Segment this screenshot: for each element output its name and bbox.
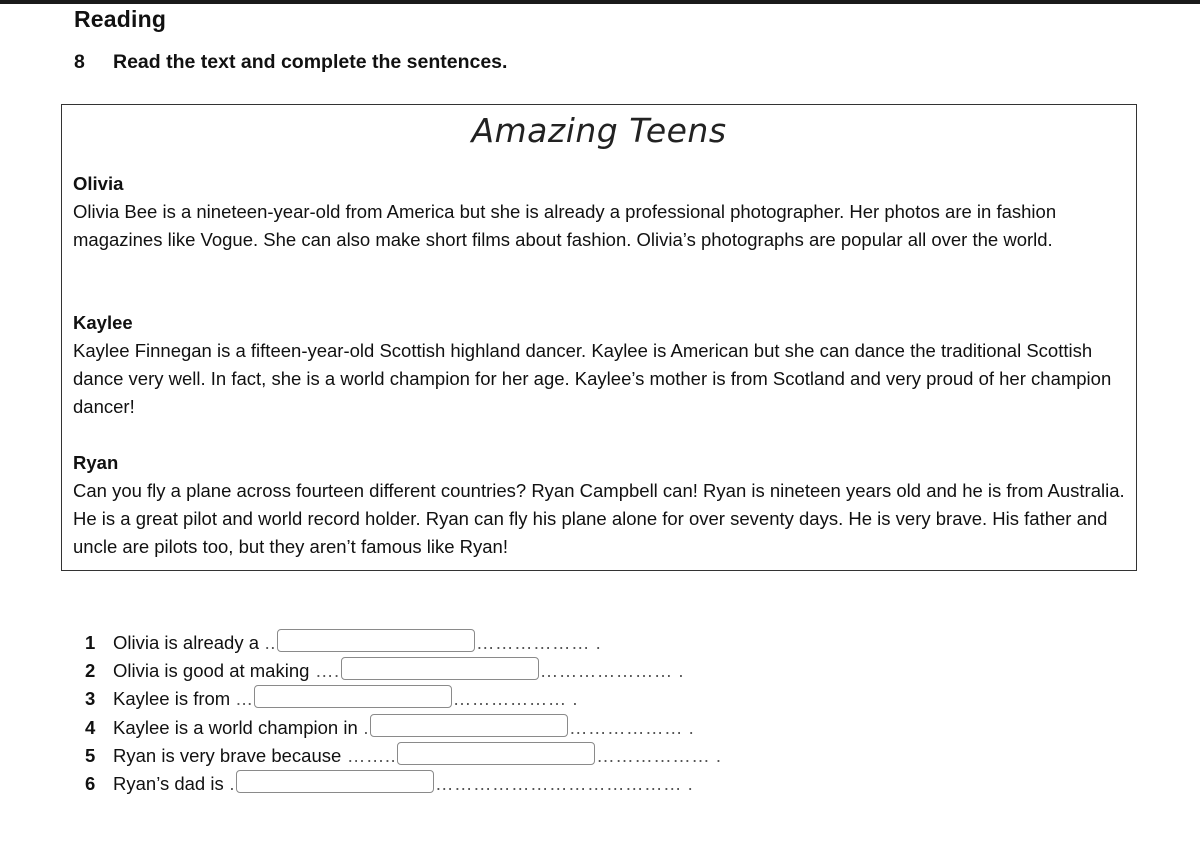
question-stem: Ryan’s dad is	[113, 772, 224, 794]
profile-name: Kaylee	[73, 312, 133, 333]
dotted-lead: ……..	[341, 744, 397, 766]
dotted-trail: ……………… .	[596, 744, 722, 766]
answer-input[interactable]	[254, 685, 452, 708]
question-number: 1	[85, 632, 96, 653]
dotted-trail: ……………… .	[569, 716, 695, 738]
profile-text: Kaylee Finnegan is a fifteen-year-old Scottish highland dancer. Kaylee is American but she can dance the traditional Scottish dance very well. In fact, she is a world champion for her age. Kaylee’s mother is from Scotland and very proud of her champion dancer!	[73, 340, 1112, 417]
profile-name: Olivia	[73, 173, 124, 194]
profile-text: Olivia Bee is a nineteen-year-old from America but she is already a professional photographer. Her photos are in fashion magazines like Vogue. She can also make short films about fashion. Olivia’s photographs are popular all over the world.	[73, 201, 1057, 250]
dotted-trail: ………………… .	[539, 660, 684, 682]
question-row	[85, 685, 721, 713]
answer-input[interactable]	[341, 657, 539, 680]
dotted-lead: ...	[230, 688, 253, 710]
answer-input[interactable]	[277, 629, 475, 652]
question-row	[85, 657, 721, 685]
top-border-rule	[0, 0, 1200, 4]
exercise-instruction-text: Read the text and complete the sentences.	[113, 51, 508, 73]
profile-name: Ryan	[73, 452, 119, 473]
question-number: 3	[85, 688, 96, 710]
dotted-trail: ……………… .	[475, 632, 602, 653]
question-number: 4	[85, 716, 96, 738]
reading-title: Amazing Teens	[471, 111, 727, 150]
question-stem: Ryan is very brave because	[113, 744, 342, 766]
profile-ryan	[73, 449, 1125, 561]
answer-input[interactable]	[370, 714, 568, 737]
question-stem: Kaylee is a world champion in	[113, 716, 358, 738]
exercise-number: 8	[74, 51, 85, 73]
question-row	[85, 629, 721, 657]
question-row	[85, 742, 721, 770]
question-number: 2	[85, 660, 96, 682]
question-list	[85, 629, 721, 798]
question-number: 6	[85, 772, 96, 794]
section-title: Reading	[74, 6, 167, 32]
answer-input[interactable]	[236, 770, 434, 793]
question-row	[85, 770, 721, 798]
question-stem: Olivia is already a	[113, 632, 260, 653]
dotted-trail: ……………… .	[452, 688, 579, 710]
question-number: 5	[85, 744, 96, 766]
reading-text-box	[61, 104, 1137, 571]
profile-text: Can you fly a plane across fourteen different countries? Ryan Campbell can! Ryan is nineteen years old and he is from Australia. He is a great pilot and world record holder. Ryan can fly his plane alone for over seventy days. He is very brave. His father and uncle are pilots too, but they aren’t famous like Ryan!	[73, 480, 1125, 557]
question-stem: Kaylee is from	[113, 688, 231, 710]
exercise-instruction	[74, 51, 507, 74]
question-row	[85, 714, 721, 742]
dotted-lead: ….	[309, 660, 340, 682]
question-stem: Olivia is good at making	[113, 660, 310, 682]
dotted-lead: ..	[259, 632, 276, 653]
profile-olivia	[73, 170, 1125, 254]
dotted-lead: .	[357, 716, 370, 738]
dotted-trail: ………………………………… .	[435, 772, 694, 794]
answer-input[interactable]	[397, 742, 595, 765]
profile-kaylee	[73, 309, 1125, 421]
dotted-lead: .	[223, 772, 236, 794]
